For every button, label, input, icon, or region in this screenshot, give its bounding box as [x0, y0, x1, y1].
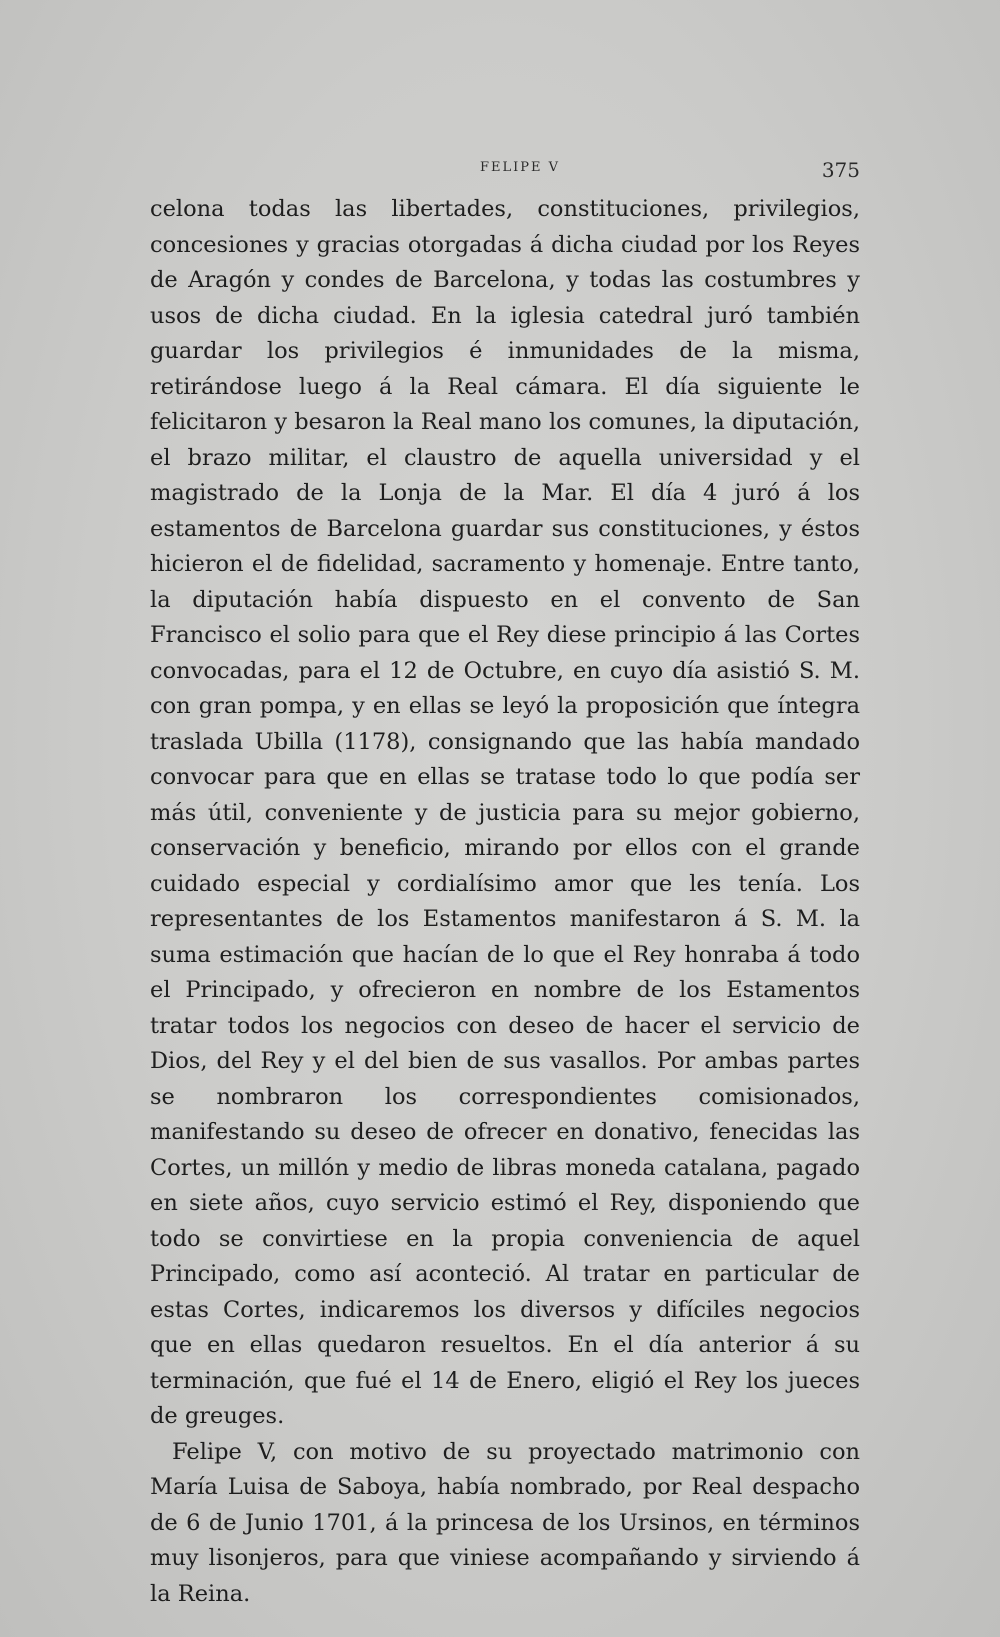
paragraph-1: celona todas las libertades, constituciones, privilegios, concesiones y gracias otorgadas á dicha ciudad por los Reyes de Aragón y condes de Barcelona, y todas las costumbres y usos de dicha ciudad. En la iglesia catedral juró también guardar los privilegios é inmunidades de la misma, retirándose luego á la Real cámara. El día siguiente le felicitaron y besaron la Real mano los comunes, la diputación, el brazo militar, el claustro de aquella universidad y el magistrado de la Lonja de la Mar. El día 4 juró á los estamentos de Barcelona guardar sus constituciones, y éstos hicieron el de fidelidad, sacramento y homenaje. Entre tanto, la diputación había dispuesto en el convento de San Francisco el solio para que el Rey diese principio á las Cortes convocadas, para el 12 de Octubre, en cuyo día asistió S. M. con gran pompa, y en ellas se leyó la proposición que íntegra traslada Ubilla (1178), consignando que las había mandado convocar para que en ellas se tratase todo lo que podía ser más útil, conveniente y de justicia para su mejor gobierno, conservación y beneficio, mirando por ellos con el grande cuidado especial y cordialísimo amor que les tenía. Los representantes de los Estamentos manifestaron á S. M. la suma estimación que hacían de lo que el Rey honraba á todo el Principado, y ofrecieron en nombre de los Estamentos tratar todos los negocios con deseo de hacer el servicio de Dios, del Rey y el del bien de sus vasallos. Por ambas partes se nombraron los correspondientes comisionados, manifestando su deseo de ofrecer en donativo, fenecidas las Cortes, un millón y medio de libras moneda catalana, pagado en siete años, cuyo servicio estimó el Rey, disponiendo que todo se convirtiese en la propia conveniencia de aquel Principado, como así aconteció. Al tratar en particular de estas Cortes, indicaremos los diversos y difíciles negocios que en ellas quedaron resueltos. En el día anterior á su terminación, que fué el 14 de Enero, eligió el Rey los jueces de greuges.	[150, 196, 860, 1429]
paragraph-2: Felipe V, con motivo de su proyectado matrimonio con María Luisa de Saboya, había nombrado, por Real despacho de 6 de Junio 1701, á la princesa de los Ursinos, en términos muy lisonjeros, para que viniese acompañando y sirviendo á la Reina.	[150, 1438, 860, 1607]
page-header	[150, 158, 860, 184]
body-text	[150, 192, 860, 1612]
page-number: 375	[821, 158, 860, 182]
running-head: FELIPE V	[480, 160, 561, 175]
